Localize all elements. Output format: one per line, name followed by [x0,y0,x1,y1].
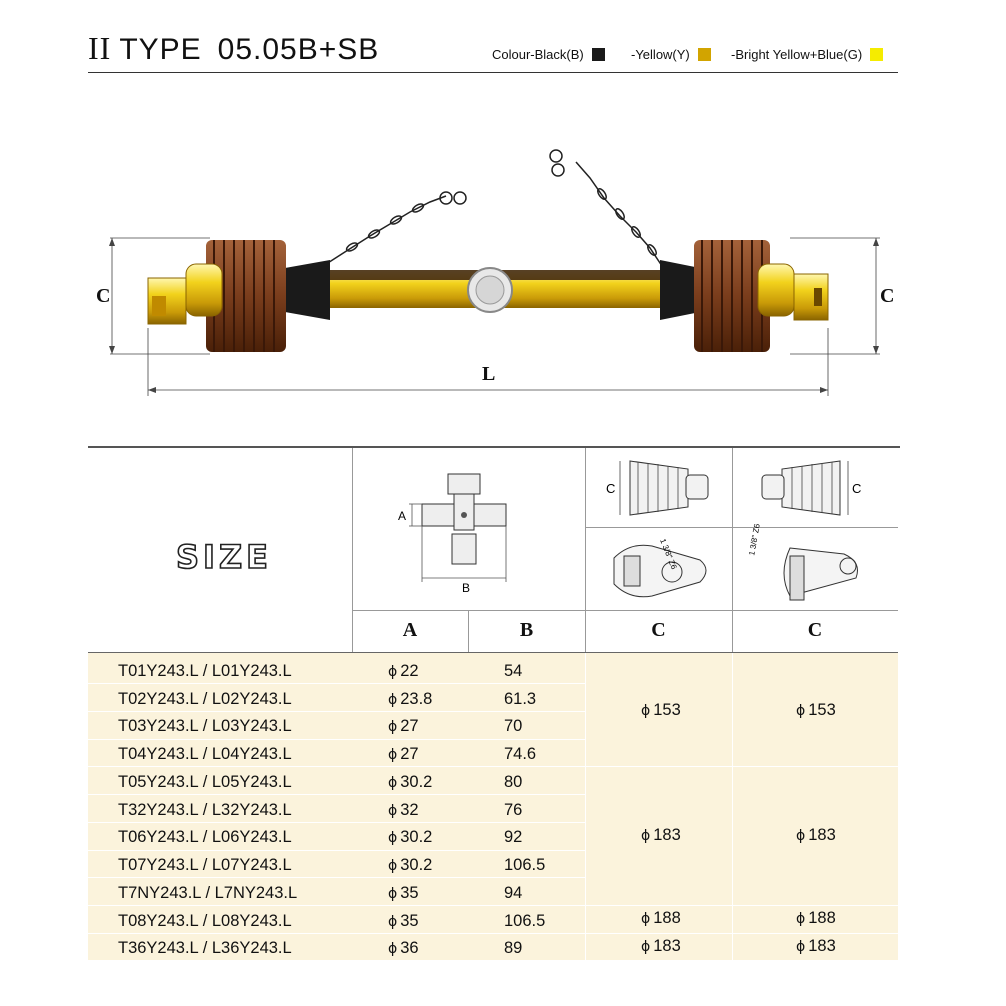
row-separator [88,739,585,740]
dim-c-left-label: C [96,285,111,307]
pto-shaft-drawing [90,140,910,400]
table-row [88,879,898,906]
header-divider [88,72,898,73]
table-row [88,740,898,767]
guard-diagram-right [748,455,872,521]
table-row [88,712,898,739]
c1-group-2: ϕ 183 [641,826,681,844]
row-separator [88,822,585,823]
value-b: 80 [504,773,523,791]
table-hline-header [352,610,898,611]
c-group-separator [585,933,898,934]
model-code: T36Y243.L / L36Y243.L [118,939,292,957]
col-header-a: A [402,619,418,641]
legend-bright-yellow-label: -Bright Yellow+Blue(G) [731,47,863,62]
diagram-label-a: A [398,509,407,523]
value-a: ϕ 36 [388,939,419,957]
row-separator [88,877,585,878]
row-separator [88,933,585,934]
value-a: ϕ 23.8 [388,690,433,708]
value-b: 106.5 [504,912,546,930]
right-yoke [758,264,828,320]
table-hline-diagrams [585,527,898,528]
diagram-slot-label-1: 1 3/8" Z6 [658,537,679,571]
legend-yellow-label: -Yellow(Y) [631,47,690,62]
diagram-label-c2: C [852,481,862,496]
col-header-b: B [519,619,534,641]
value-a: ϕ 30.2 [388,828,433,846]
table-row [88,934,898,961]
size-label: SIZE [176,538,273,576]
c2-group-1: ϕ 153 [796,701,836,719]
value-a: ϕ 32 [388,801,419,819]
model-code: T7NY243.L / L7NY243.L [118,884,298,902]
safety-chain-left [320,192,466,268]
model-code: T06Y243.L / L06Y243.L [118,828,292,846]
c-column-separator [732,653,733,960]
cross-journal-diagram [392,468,542,596]
row-separator [88,766,585,767]
value-a: ϕ 27 [388,717,419,735]
legend-bright-yellow [731,47,883,62]
left-guard-bellows [206,240,330,352]
safety-chain-right [550,150,662,266]
table-row [88,907,898,934]
title-type-word: TYPE [119,33,202,66]
table-row [88,796,898,823]
col-header-c2: C [807,619,823,641]
c1-group-1: ϕ 153 [641,701,681,719]
model-code: T08Y243.L / L08Y243.L [118,912,292,930]
guard-diagram-left [598,455,722,521]
c-column-separator-left [585,653,586,960]
row-separator [88,905,585,906]
right-guard-bellows [660,240,770,352]
diagram-slot-label-2: 1 3/8" Z6 [747,522,762,557]
model-code: T01Y243.L / L01Y243.L [118,662,292,680]
c1-group-4: ϕ 183 [641,937,681,955]
value-a: ϕ 30.2 [388,773,433,791]
value-b: 74.6 [504,745,537,763]
row-separator [88,794,585,795]
model-code: T05Y243.L / L05Y243.L [118,773,292,791]
table-row [88,685,898,712]
value-b: 61.3 [504,690,537,708]
col-header-c1: C [651,619,666,641]
model-code: T02Y243.L / L02Y243.L [118,690,292,708]
c-group-separator [585,766,898,767]
value-b: 76 [504,801,523,819]
table-row [88,768,898,795]
legend-yellow-swatch [698,48,711,61]
yoke-diagram-left [600,534,724,606]
value-a: ϕ 27 [388,745,419,763]
model-code: T32Y243.L / L32Y243.L [118,801,292,819]
dim-c-right-label: C [880,285,895,307]
legend-black-label: Colour-Black(B) [492,47,584,62]
table-row [88,851,898,878]
value-b: 70 [504,717,523,735]
row-separator [88,850,585,851]
table-top-rule [88,446,900,448]
diagram-label-b: B [462,581,471,595]
table-row [88,657,898,684]
value-a: ϕ 22 [388,662,419,680]
value-b: 54 [504,662,523,680]
c2-group-3: ϕ 188 [796,909,836,927]
row-separator [88,683,585,684]
value-a: ϕ 35 [388,912,419,930]
left-yoke [148,264,222,324]
page-title [88,30,379,67]
model-code: T03Y243.L / L03Y243.L [118,717,292,735]
c2-group-2: ϕ 183 [796,826,836,844]
c2-group-4: ϕ 183 [796,937,836,955]
dim-l-label: L [482,363,496,385]
value-b: 89 [504,939,523,957]
table-row [88,823,898,850]
title-type-code: 05.05B+SB [217,33,380,66]
value-b: 94 [504,884,523,902]
model-code: T07Y243.L / L07Y243.L [118,856,292,874]
legend-yellow [631,47,711,62]
diagram-label-c1: C [606,481,616,496]
c1-group-3: ϕ 188 [641,909,681,927]
model-code: T04Y243.L / L04Y243.L [118,745,292,763]
title-roman-numeral: II [88,30,112,66]
c-group-separator [585,905,898,906]
yoke-diagram-right [747,522,874,606]
legend-black-swatch [592,48,605,61]
value-a: ϕ 35 [388,884,419,902]
value-a: ϕ 30.2 [388,856,433,874]
legend-black [492,47,605,62]
value-b: 106.5 [504,856,546,874]
value-b: 92 [504,828,523,846]
legend-bright-yellow-swatch [870,48,883,61]
row-separator [88,711,585,712]
